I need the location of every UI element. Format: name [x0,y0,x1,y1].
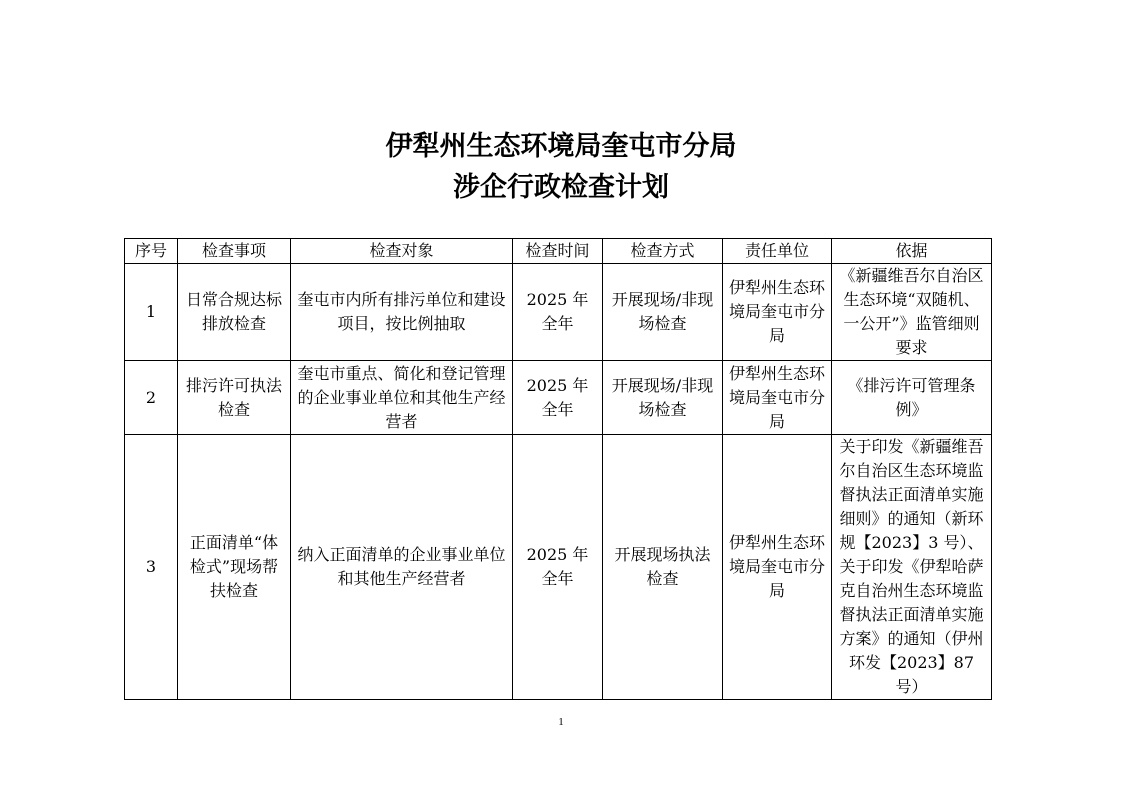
page-number: 1 [558,716,564,728]
cell-inspection-target: 纳入正面清单的企业事业单位和其他生产经营者 [291,435,513,700]
document-title-line1: 伊犁州生态环境局奎屯市分局 [385,131,737,162]
header-serial-number: 序号 [125,239,178,264]
header-inspection-time: 检查时间 [513,239,603,264]
header-basis: 依据 [832,239,992,264]
table-row [125,435,992,700]
cell-serial-number: 3 [125,435,178,700]
cell-serial-number: 1 [125,264,178,361]
cell-inspection-time: 2025 年全年 [513,435,603,700]
cell-responsible-unit: 伊犁州生态环境局奎屯市分局 [723,264,832,361]
cell-basis: 关于印发《新疆维吾尔自治区生态环境监督执法正面清单实施细则》的通知（新环规【2023】3 号）、关于印发《伊犁哈萨克自治州生态环境监督执法正面清单实施方案》的通知（伊州环发【2023】87 号） [832,435,992,700]
header-inspection-item: 检查事项 [178,239,291,264]
table-row [125,361,992,435]
cell-inspection-time: 2025 年全年 [513,361,603,435]
cell-basis: 《新疆维吾尔自治区生态环境“双随机、一公开”》监管细则要求 [832,264,992,361]
cell-inspection-method: 开展现场/非现场检查 [603,361,723,435]
inspection-plan-table [124,238,992,700]
cell-responsible-unit: 伊犁州生态环境局奎屯市分局 [723,361,832,435]
header-inspection-method: 检查方式 [603,239,723,264]
cell-inspection-item: 正面清单“体检式”现场帮扶检查 [178,435,291,700]
cell-inspection-method: 开展现场执法检查 [603,435,723,700]
cell-inspection-method: 开展现场/非现场检查 [603,264,723,361]
cell-inspection-target: 奎屯市重点、简化和登记管理的企业事业单位和其他生产经营者 [291,361,513,435]
table-header-row [125,239,992,264]
cell-serial-number: 2 [125,361,178,435]
header-inspection-target: 检查对象 [291,239,513,264]
cell-inspection-target: 奎屯市内所有排污单位和建设项目，按比例抽取 [291,264,513,361]
cell-inspection-item: 排污许可执法检查 [178,361,291,435]
header-responsible-unit: 责任单位 [723,239,832,264]
cell-inspection-time: 2025 年全年 [513,264,603,361]
document-title-line2: 涉企行政检查计划 [453,172,669,203]
cell-basis: 《排污许可管理条例》 [832,361,992,435]
table-row [125,264,992,361]
cell-inspection-item: 日常合规达标排放检查 [178,264,291,361]
cell-responsible-unit: 伊犁州生态环境局奎屯市分局 [723,435,832,700]
